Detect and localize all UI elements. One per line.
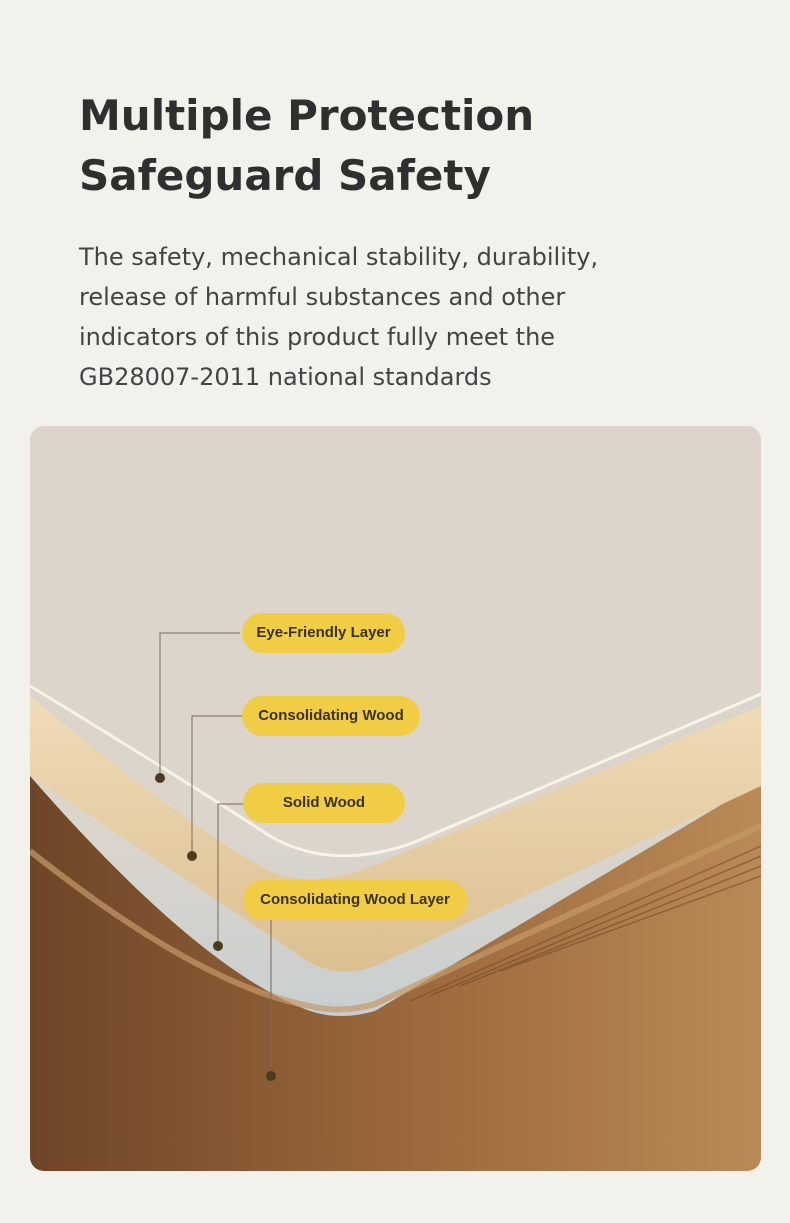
page-title <box>79 86 719 206</box>
solid-wood-label: Solid Wood <box>243 783 405 823</box>
consolidating-wood-layer-dot <box>266 1071 276 1081</box>
board-layers-illustration <box>30 426 761 1171</box>
solid-wood-dot <box>213 941 223 951</box>
eye-friendly-layer-label: Eye-Friendly Layer <box>242 613 405 653</box>
consolidating-wood-layer-label: Consolidating Wood Layer <box>243 880 467 920</box>
consolidating-wood-dot <box>187 851 197 861</box>
description-line-4: GB28007-2011 national standards <box>79 363 492 391</box>
description-line-2: release of harmful substances and other <box>79 283 566 311</box>
title-line-2: Safeguard Safety <box>79 151 491 200</box>
eye-friendly-dot <box>155 773 165 783</box>
description-line-3: indicators of this product fully meet the <box>79 323 556 351</box>
title-line-1: Multiple Protection <box>79 91 535 140</box>
standards-description <box>79 237 679 397</box>
consolidating-wood-label: Consolidating Wood <box>242 696 420 736</box>
description-line-1: The safety, mechanical stability, durability, <box>79 243 599 271</box>
